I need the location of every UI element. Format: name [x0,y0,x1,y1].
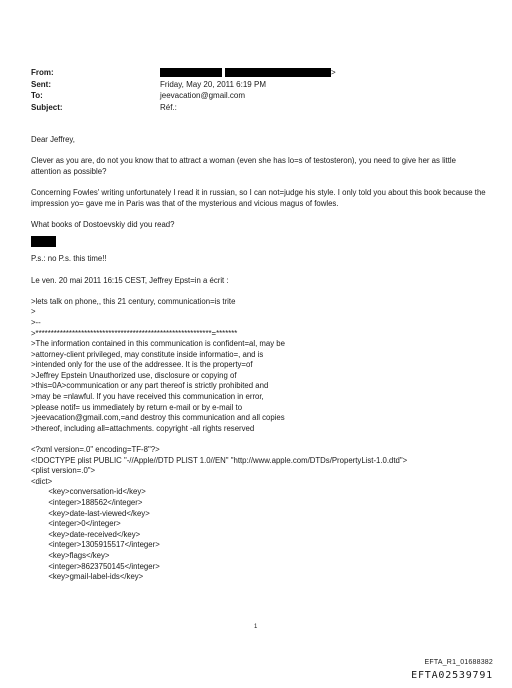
quote-line: >please notif= us immediately by return e-mail or by e-mail to [31,402,243,412]
quote-line: >may be =nlawful. If you have received this communication in error, [31,392,264,402]
redaction-block [160,68,222,77]
redaction-block [225,68,331,77]
bates-number-large: EFTA02539791 [411,670,493,681]
quote-header: Le ven. 20 mai 2011 16:15 CEST, Jeffrey Epst=in a écrit : [31,275,229,285]
to-label: To: [31,91,43,101]
bates-number-small: EFTA_R1_01688382 [424,659,493,666]
quote-line: >jeevacation@gmail.com,=and destroy this communication and all copies [31,413,285,423]
sent-value: Friday, May 20, 2011 6:19 PM [160,79,266,89]
xml-line: <key>date-received</key> [31,529,141,539]
quote-line: >this=0A>communication or any part thereof is strictly prohibited and [31,381,269,391]
sent-row [31,79,336,91]
xml-line: <key>conversation-id</key> [31,487,146,497]
quote-line: >-- [31,317,41,327]
xml-line: <?xml version=.0" encoding=TF-8"?> [31,445,160,455]
xml-line: <integer>188562</integer> [31,498,143,507]
from-label: From: [31,68,54,77]
quote-line: >lets talk on phone,, this 21 century, communication=is trite [31,296,236,306]
xml-line: <dict> [31,476,53,486]
xml-line: <key>flags</key> [31,550,110,560]
sent-label: Sent: [31,79,51,89]
page-number: 1 [254,624,258,630]
xml-line: <plist version=.0"> [31,466,96,476]
xml-line: <key>date-last-viewed</key> [31,508,150,518]
quote-line: >**********************************************************=******* [31,328,238,338]
greeting: Dear Jeffrey, [31,135,75,144]
quote-line: >intended only for the use of the addressee. It is the property=of [31,360,253,370]
xml-line: <integer>0</integer> [31,519,121,529]
xml-line: <integer>1305915517</integer> [31,540,160,550]
xml-line: <key>gmail-label-ids</key> [31,572,144,582]
quote-line: >Jeffrey Epstein Unauthorized use, disclosure or copying of [31,370,237,380]
from-suffix: > [331,68,336,77]
quote-line: >The information contained in this communication is confident=al, may be [31,339,285,349]
paragraph-3: What books of Dostoevskiy did you read? [31,219,175,229]
quote-line: > [31,307,36,317]
paragraph-1: Clever as you are, do not you know that to attract a woman (even she has lo=s of testosteron), you need to give her as little attention as possible? [31,156,459,176]
subject-value: Réf.: [160,102,177,112]
quote-line: >attorney-client privileged, may constitute inside informatio=, and is [31,349,264,359]
from-row [31,67,336,79]
subject-row [31,102,336,114]
email-body [31,135,486,583]
paragraph-2: Concerning Fowles' writing unfortunately I read it in russian, so I can not=judge his style. I only told you about this book because the impression yo= gave me in Paris was that of the mysterious and vicious magus of fowles. [31,187,488,208]
redaction-block [31,236,56,247]
subject-label: Subject: [31,102,63,112]
email-header [31,67,336,113]
to-row [31,90,336,102]
xml-line: <!DOCTYPE plist PUBLIC "-//Apple//DTD PLIST 1.0//EN" "http://www.apple.com/DTDs/PropertyList-1.0.dtd"> [31,455,408,465]
quoted-message [31,297,486,435]
from-value [160,67,336,79]
signature-redaction [31,236,486,248]
xml-block [31,445,486,583]
xml-line: <integer>8623750145</integer> [31,561,160,571]
quote-line: >thereof, including all=attachments. copyright -all rights reserved [31,423,255,433]
postscript: P.s.: no P.s. this time!! [31,254,107,264]
to-value: jeevacation@gmail.com [160,91,246,101]
